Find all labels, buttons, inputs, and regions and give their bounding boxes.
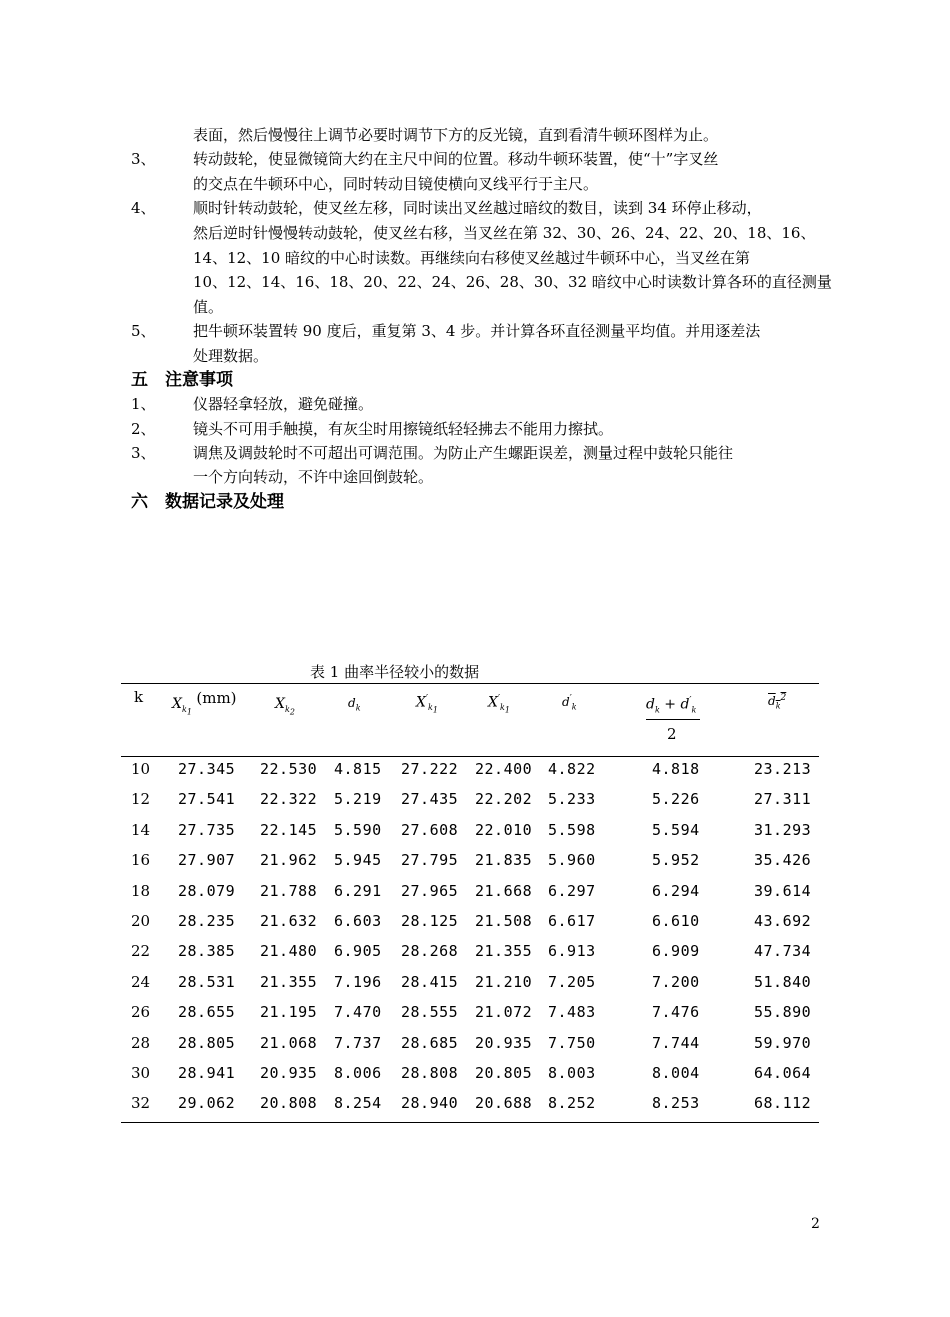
table-cell: 27.907 [178,851,236,870]
table-cell: 5.945 [334,851,382,870]
table-cell: 21.632 [260,912,318,930]
header-xk2-symbol: X [275,696,285,712]
table-cell: 64.064 [754,1064,812,1082]
table-cell: 21.668 [475,881,533,900]
step-4-line-1: 顺时针转动鼓轮，使叉丝左移，同时读出叉丝越过暗纹的数目，读到 34 环停止移动， [193,199,762,217]
table-cell: 59.970 [754,1033,812,1052]
step-3-line-1: 转动鼓轮，使显微镜筒大约在主尺中间的位置。移动牛顿环装置，使“十”字叉丝 [193,150,719,168]
table-cell: 55.890 [754,1003,812,1022]
note-2-number: 2、 [131,420,156,438]
step-5-line-2: 处理数据。 [193,347,269,365]
step-5-number: 5、 [131,322,156,340]
table-cell: 27.965 [401,881,459,900]
table-cell: 28.235 [178,912,236,930]
table-header-rule [121,756,819,757]
header-sq-symbol: d [768,694,776,708]
header-avg-plus: + d [659,696,690,713]
table-cell: 7.750 [548,1033,596,1052]
table-cell: 4.822 [548,760,596,778]
header-dk-sub: k [355,703,361,713]
header-dkp-sub: k [571,702,577,712]
header-dkp-prime: ′ [569,694,572,704]
table-cell: 22.322 [260,790,318,809]
table-cell: 21.788 [260,881,318,900]
table-cell: 27.795 [401,851,459,870]
header-k: k [134,688,144,706]
table-cell: 6.905 [334,942,382,961]
table-cell: 7.483 [548,1003,596,1022]
note-3-number: 3、 [131,444,156,462]
header-dk [348,696,361,712]
table-cell: 5.598 [548,820,596,839]
page-number: 2 [811,1216,820,1232]
table-cell: 22.145 [260,820,318,839]
table-top-rule [121,683,819,684]
table-cell: 8.003 [548,1064,596,1082]
table-cell: 43.692 [754,912,812,930]
header-xk1-symbol: X [172,696,182,712]
header-dk-symbol: d [348,696,356,710]
table-cell: 28.941 [178,1064,236,1082]
step-4-number: 4、 [131,199,156,217]
table-cell-k: 20 [131,912,151,930]
table-cell: 5.952 [652,851,700,870]
table-cell-k: 28 [131,1033,151,1052]
table-cell: 21.195 [260,1003,318,1022]
table-cell: 31.293 [754,820,812,839]
table-cell: 27.541 [178,790,236,809]
header-xk1pp-symbol: X [488,694,498,711]
table-cell: 28.125 [401,912,459,930]
header-xk1-sub2: 1 [186,707,192,717]
table-cell: 21.355 [475,942,533,961]
table-cell: 20.935 [475,1033,533,1052]
header-xk1p-symbol: X [416,694,426,711]
note-2-text: 镜头不可用手触摸，有灰尘时用擦镜纸轻轻拂去不能用力擦拭。 [193,420,614,438]
table-cell: 27.345 [178,760,236,778]
table-cell: 29.062 [178,1094,236,1113]
header-avg-d2-sub: k [691,705,697,715]
table-cell: 6.294 [652,881,700,900]
table-cell: 4.815 [334,760,382,778]
table-cell: 6.617 [548,912,596,930]
header-avg-d: d [646,696,655,713]
table-cell: 47.734 [754,942,812,961]
table-cell: 5.233 [548,790,596,809]
table-cell: 28.531 [178,972,236,991]
table-cell: 22.400 [475,760,533,778]
table-cell-k: 12 [131,790,151,809]
table-cell: 39.614 [754,881,812,900]
table-cell: 28.385 [178,942,236,961]
table-cell: 68.112 [754,1094,812,1113]
table-cell: 22.202 [475,790,533,809]
table-cell: 20.935 [260,1064,318,1082]
table-cell: 20.808 [260,1094,318,1113]
step-3-line-2: 的交点在牛顿环中心，同时转动目镜使横向叉线平行于主尺。 [193,175,599,193]
note-3-line-2: 一个方向转动，不许中途回倒鼓轮。 [193,468,434,486]
table-cell: 21.355 [260,972,318,991]
table-cell: 28.655 [178,1003,236,1022]
header-xk2-sub: k [284,704,290,714]
note-3-line-1: 调焦及调鼓轮时不可超出可调范围。为防止产生螺距误差，测量过程中鼓轮只能往 [193,444,734,462]
table-cell-k: 10 [131,760,151,778]
table-cell: 7.196 [334,972,382,991]
section-6-heading: 六 数据记录及处理 [131,492,284,512]
step-4-line-2: 然后逆时针慢慢转动鼓轮，使叉丝右移，当叉丝在第 32、30、26、24、22、20、18、16、 [193,224,816,242]
table-cell: 6.291 [334,881,382,900]
table-cell: 28.268 [401,942,459,961]
table-cell: 28.808 [401,1064,459,1082]
step-2-continuation: 表面，然后慢慢往上调节必要时调节下方的反光镜，直到看清牛顿环图样为止。 [193,126,719,144]
table-cell: 8.006 [334,1064,382,1082]
table-cell: 28.079 [178,881,236,900]
table-cell-k: 30 [131,1064,151,1082]
table-cell: 6.297 [548,881,596,900]
table-bottom-rule [121,1122,819,1123]
header-xk1p-prime: ′ [425,694,429,704]
table-cell: 8.004 [652,1064,700,1082]
table-cell: 6.913 [548,942,596,961]
step-4-line-5: 值。 [193,298,224,316]
table-cell-k: 32 [131,1094,151,1113]
table-cell: 28.940 [401,1094,459,1113]
table-cell: 20.688 [475,1094,533,1113]
table-cell: 5.590 [334,820,382,839]
table-cell: 22.530 [260,760,318,778]
table-cell: 21.068 [260,1033,318,1052]
table-cell: 4.818 [652,760,700,778]
table-cell: 5.226 [652,790,700,809]
table-cell: 21.210 [475,972,533,991]
header-dkp-symbol: d [562,695,570,709]
header-dk-squared [768,693,786,710]
header-xk1pp-prime: ′ [497,694,501,704]
table-cell: 27.608 [401,820,459,839]
header-xk1p-sub2: 1 [432,706,438,716]
table-cell: 7.470 [334,1003,382,1022]
table-cell: 27.435 [401,790,459,809]
table-cell: 8.253 [652,1094,700,1113]
table-cell: 6.603 [334,912,382,930]
table-cell: 21.508 [475,912,533,930]
table-cell: 27.222 [401,760,459,778]
table-cell: 5.594 [652,820,700,839]
header-xk1pp-sub2: 1 [504,706,510,716]
table-cell: 5.219 [334,790,382,809]
table-cell: 28.685 [401,1033,459,1052]
table-cell: 28.415 [401,972,459,991]
table-cell: 51.840 [754,972,812,991]
header-xk2 [275,696,295,716]
table-cell: 28.555 [401,1003,459,1022]
step-3-number: 3、 [131,150,156,168]
table-cell: 21.072 [475,1003,533,1022]
header-sq-sup: 2 [780,693,787,703]
header-xk1 [172,689,237,717]
table-cell: 7.737 [334,1033,382,1052]
table-cell-k: 16 [131,851,151,870]
table-cell: 35.426 [754,851,812,870]
table-cell: 27.735 [178,820,236,839]
header-average-numerator [646,696,696,714]
table-cell: 8.254 [334,1094,382,1113]
table-cell: 7.476 [652,1003,700,1022]
table-cell: 21.835 [475,851,533,870]
table-cell-k: 14 [131,820,151,839]
header-dk-prime [562,694,577,711]
table-cell: 21.480 [260,942,318,961]
header-xk1-prime-2 [488,694,510,715]
table-cell: 27.311 [754,790,812,809]
table-cell-k: 18 [131,881,151,900]
header-xk1-unit: (mm) [196,689,237,707]
table-cell: 21.962 [260,851,318,870]
header-avg-d-sub: k [654,705,660,715]
table-cell: 5.960 [548,851,596,870]
section-5-heading: 五 注意事项 [131,370,233,390]
step-4-line-3: 14、12、10 暗纹的中心时读数。再继续向右移使叉丝越过牛顿环中心，当叉丝在第 [193,249,751,267]
table-cell: 20.805 [475,1064,533,1082]
table-cell: 7.205 [548,972,596,991]
note-1-number: 1、 [131,395,156,413]
table-caption: 表 1 曲率半径较小的数据 [310,663,480,681]
table-cell-k: 24 [131,972,151,991]
table-cell: 6.909 [652,942,700,961]
header-xk1pp-sub: k [500,703,505,713]
table-cell: 6.610 [652,912,700,930]
table-cell-k: 22 [131,942,151,961]
step-5-line-1: 把牛顿环装置转 90 度后，重复第 3、4 步。并计算各环直径测量平均值。并用逐差法 [193,322,761,340]
note-1-text: 仪器轻拿轻放，避免碰撞。 [193,395,374,413]
header-avg-prime: ′ [689,696,692,706]
table-cell: 22.010 [475,820,533,839]
header-xk2-sub2: 2 [289,707,295,717]
step-4-line-4: 10、12、14、16、18、20、22、24、26、28、30、32 暗纹中心时读数计算各环的直径测量 [193,273,832,291]
table-cell: 23.213 [754,760,812,778]
table-cell: 7.200 [652,972,700,991]
header-xk1p-sub: k [428,703,433,713]
header-xk1-prime [416,694,438,715]
header-average-denominator: 2 [667,725,677,743]
header-fraction-bar [646,719,700,720]
header-sq-sub: k [775,701,781,711]
header-xk1-sub: k [181,704,187,714]
table-cell: 28.805 [178,1033,236,1052]
table-cell: 7.744 [652,1033,700,1052]
table-cell-k: 26 [131,1003,151,1022]
table-cell: 8.252 [548,1094,596,1113]
